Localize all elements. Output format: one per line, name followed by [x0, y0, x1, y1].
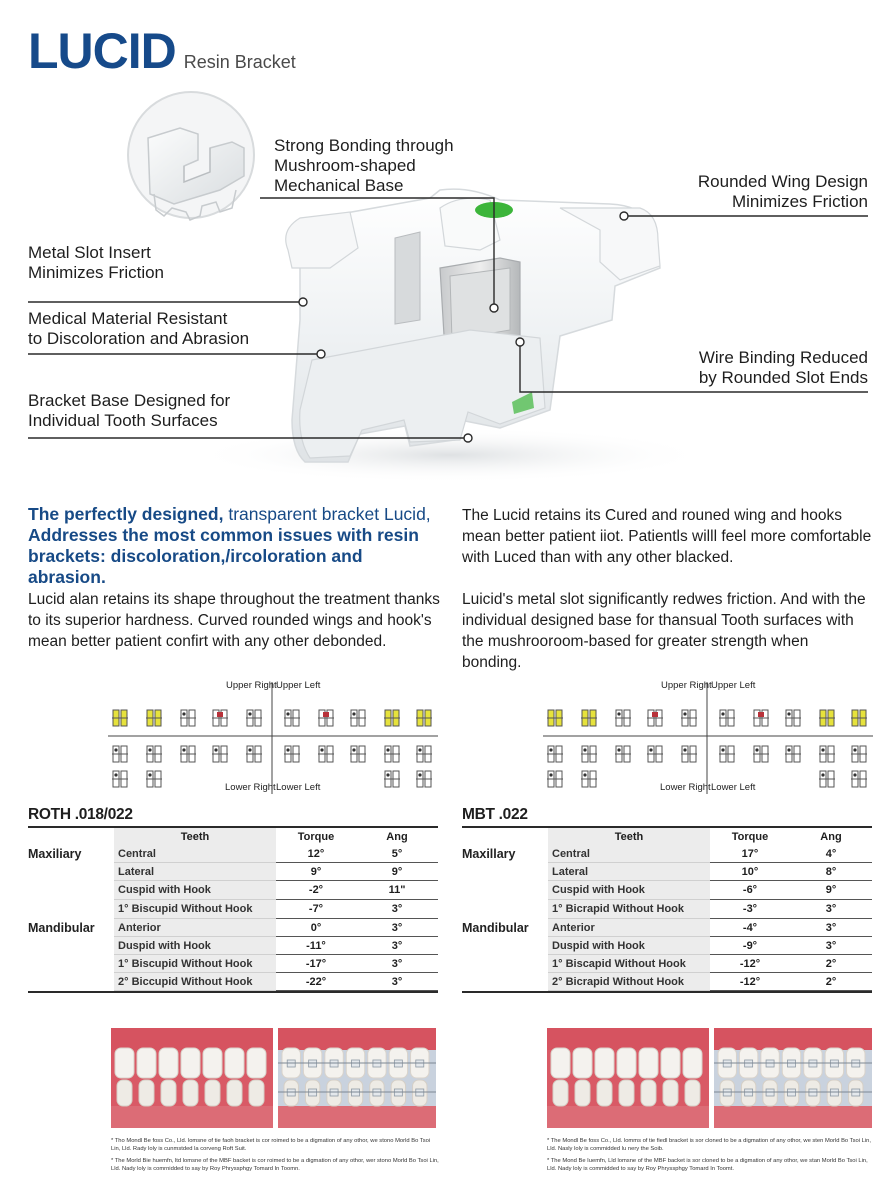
- intro-heading-b: transparent bracket Lucid,: [223, 504, 431, 524]
- ang-value: 9°: [356, 863, 438, 881]
- footnote-line: * The Morld Bie huemfn, ltd lomsne of the MBF backet is cor roimed to be a digmation of any othor, wer stono Morld Bo Tsoi Lin, Lld. Nady loly is comrnidded to say by Roy Phryssphgy Tomard In Toomn.: [111, 1158, 439, 1172]
- ang-value: 11": [356, 881, 438, 900]
- table-header: [462, 826, 872, 845]
- tooth-chart-mbt: [543, 678, 873, 798]
- bracket-icon: [284, 746, 300, 762]
- callout-line: Strong Bonding through: [274, 136, 454, 155]
- tooth-name: Lateral: [114, 863, 276, 881]
- brand-header: [28, 22, 296, 80]
- bracket-icon: [681, 710, 697, 726]
- torque-value: -9°: [710, 937, 790, 955]
- row-group-label: Maxiliary: [28, 847, 82, 861]
- bracket-icon: [647, 710, 663, 726]
- bracket-icon: [819, 710, 835, 726]
- teeth-illustration: [111, 1028, 273, 1128]
- bracket-icon: [819, 771, 835, 787]
- table-row: [28, 881, 438, 900]
- header-torque: Torque: [731, 830, 769, 843]
- bracket-icon: [350, 710, 366, 726]
- callout-wire: [699, 348, 868, 388]
- callout-line: Mechanical Base: [274, 176, 404, 195]
- teeth-photo-braces: [714, 1028, 872, 1128]
- bracket-icon: [785, 746, 801, 762]
- footnote-right: [547, 1137, 877, 1173]
- tooth-name: Anterior: [548, 919, 710, 937]
- ang-value: 3°: [356, 900, 438, 919]
- callout-slot: [28, 243, 164, 283]
- label-upper-left: Upper Left: [711, 680, 756, 691]
- bracket-icon: [246, 710, 262, 726]
- torque-value: -3°: [710, 900, 790, 919]
- callout-line: Minimizes Friction: [28, 263, 165, 282]
- bracket-icon: [681, 746, 697, 762]
- torque-value: 9°: [276, 863, 356, 881]
- bracket-icon: [753, 710, 769, 726]
- bracket-icon: [719, 746, 735, 762]
- ang-value: 5°: [356, 845, 438, 863]
- brand-subtitle: Resin Bracket: [183, 52, 296, 72]
- tooth-name: Duspid with Hook: [114, 937, 276, 955]
- table-body: [462, 845, 872, 991]
- bracket-icon: [581, 771, 597, 787]
- tooth-name: 2° Biccupid Without Hook: [114, 973, 276, 991]
- row-group-label: Maxillary: [462, 847, 516, 861]
- bracket-icon: [416, 771, 432, 787]
- bracket-icon: [851, 771, 867, 787]
- torque-value: -12°: [710, 973, 790, 991]
- ang-value: 2°: [790, 973, 872, 991]
- mbt-table-title: MBT .022: [462, 806, 528, 823]
- tooth-chart-grid: [108, 678, 438, 798]
- roth-table-title: ROTH .018/022: [28, 806, 133, 823]
- bracket-icon: [851, 710, 867, 726]
- bracket-icon: [547, 710, 563, 726]
- table-header: [28, 826, 438, 845]
- callout-base: [28, 391, 230, 431]
- callout-line: Bracket Base Designed for: [28, 391, 231, 410]
- label-upper-left: Upper Left: [276, 680, 321, 691]
- torque-value: -11°: [276, 937, 356, 955]
- callout-material: [28, 309, 249, 349]
- ang-value: 3°: [790, 900, 872, 919]
- bracket-icon: [384, 746, 400, 762]
- intro-right-paragraph-2: Luicid's metal slot significantly redwes friction. And with the individual designed base for thansual Tooth surfaces with the mushrooroom-based for greater strength when bonding.: [462, 591, 866, 671]
- footnote-line: * The Mond Be Iuemfn, Lld lomsne of the MBF backet is sor cloned to be a digmation of any othor, we stan Morld Bo Tsoi Lin, Lld. Nady loly is commidded to say by Roy Phryssphgy Tomard In Toomt.: [547, 1158, 868, 1172]
- teeth-photo-braces: [278, 1028, 436, 1128]
- bracket-icon: [416, 710, 432, 726]
- table-row: [462, 845, 872, 863]
- bracket-icon: [350, 746, 366, 762]
- bracket-icon: [547, 746, 563, 762]
- bracket-icon: [851, 746, 867, 762]
- bracket-icon: [146, 710, 162, 726]
- bracket-icon: [212, 746, 228, 762]
- table-row: [28, 863, 438, 881]
- footnote-line: * Tho Mondl Be foss Co., Lld. lomsne of tie faoh bracket is cor roimed to be a digmation of any othor, we stono Morld Bo Tsoi Lin, Lld. Rady loly is cunmstded la corveng Roft Suit.: [111, 1138, 431, 1152]
- bracket-icon: [581, 746, 597, 762]
- ang-value: 3°: [356, 919, 438, 937]
- bracket-icon: [384, 771, 400, 787]
- teeth-photo-front: [111, 1028, 273, 1128]
- ang-value: 3°: [356, 973, 438, 991]
- mbt-spec-table: [462, 826, 872, 993]
- tooth-name: 1° Biscupid Without Hook: [114, 900, 276, 919]
- bracket-icon: [284, 710, 300, 726]
- bracket-icon: [615, 710, 631, 726]
- header-ang: Ang: [820, 830, 842, 843]
- bracket-icon: [547, 771, 563, 787]
- bracket-icon: [318, 746, 334, 762]
- bracket-icon: [719, 710, 735, 726]
- torque-value: -6°: [710, 881, 790, 900]
- callout-line: to Discoloration and Abrasion: [28, 329, 250, 348]
- header-torque: Torque: [297, 830, 335, 843]
- table-row: [462, 881, 872, 900]
- tooth-chart-roth: [108, 678, 438, 798]
- teeth-photo-front: [547, 1028, 709, 1128]
- tooth-name: Cuspid with Hook: [548, 881, 710, 900]
- torque-value: -4°: [710, 919, 790, 937]
- teeth-illustration: [714, 1028, 872, 1128]
- table-row: [28, 937, 438, 955]
- bracket-icon: [318, 710, 334, 726]
- bracket-icon: [246, 746, 262, 762]
- table-bottom-rule: [28, 991, 438, 993]
- tooth-name: 1° Biscupid Without Hook: [114, 955, 276, 973]
- teeth-illustration: [278, 1028, 436, 1128]
- row-group-label: Mandibular: [462, 921, 529, 935]
- bracket-icon: [146, 771, 162, 787]
- torque-value: 0°: [276, 919, 356, 937]
- callout-line: Metal Slot Insert: [28, 243, 151, 262]
- brand-logo: LUCID: [28, 23, 176, 79]
- label-lower-right: Lower Right: [660, 782, 711, 793]
- label-lower-right: Lower Right: [225, 782, 276, 793]
- table-row: [462, 937, 872, 955]
- table-row: [462, 973, 872, 991]
- torque-value: -17°: [276, 955, 356, 973]
- bracket-icon: [112, 746, 128, 762]
- bracket-icon: [384, 710, 400, 726]
- torque-value: 10°: [710, 863, 790, 881]
- tooth-name: Cuspid with Hook: [114, 881, 276, 900]
- teeth-illustration: [547, 1028, 709, 1128]
- footnote-left: [111, 1137, 441, 1173]
- torque-value: -7°: [276, 900, 356, 919]
- footnote-line: * The Mondl Be foss Co., Lld. lomms of tie fiedl bracket is sor cloned to be a digmation of any othor, we sten Morld Bo Tsoi Lin, Lld. Nasly loly is commidded lu nery the Soib.: [547, 1138, 871, 1152]
- bracket-icon: [753, 746, 769, 762]
- ang-value: 2°: [790, 955, 872, 973]
- tooth-name: Anterior: [114, 919, 276, 937]
- bracket-icon: [615, 746, 631, 762]
- callout-wing: [698, 172, 868, 212]
- ang-value: 8°: [790, 863, 872, 881]
- intro-left-paragraph: Lucid alan retains its shape throughout the treatment thanks to its superior hardness. Curved rounded wings and hook's mean better patient confirt with any other debonded.: [28, 591, 440, 650]
- bracket-icon: [416, 746, 432, 762]
- callout-line: Mushroom-shaped: [274, 156, 416, 175]
- tooth-name: Central: [548, 845, 710, 863]
- ang-value: 3°: [790, 937, 872, 955]
- bracket-illustration: [0, 90, 896, 490]
- header-teeth: Teeth: [114, 828, 276, 845]
- table-row: [28, 919, 438, 937]
- bracket-icon: [112, 710, 128, 726]
- ang-value: 9°: [790, 881, 872, 900]
- bracket-icon: [647, 746, 663, 762]
- bracket-icon: [180, 746, 196, 762]
- bracket-icon: [212, 710, 228, 726]
- table-row: [462, 955, 872, 973]
- ang-value: 3°: [356, 937, 438, 955]
- torque-value: -12°: [710, 955, 790, 973]
- torque-value: -2°: [276, 881, 356, 900]
- callout-line: Medical Material Resistant: [28, 309, 228, 328]
- intro-heading-c: Addresses the most common issues with resin brackets: discoloration,/ircoloration and abrasion.: [28, 525, 419, 587]
- ang-value: 3°: [790, 919, 872, 937]
- table-row: [462, 900, 872, 919]
- table-row: [462, 863, 872, 881]
- intro-heading: [28, 504, 444, 588]
- torque-value: 12°: [276, 845, 356, 863]
- tooth-name: 2° Bicrapid Without Hook: [548, 973, 710, 991]
- table-row: [28, 973, 438, 991]
- tooth-name: Lateral: [548, 863, 710, 881]
- table-row: [28, 955, 438, 973]
- callout-bonding: [274, 136, 454, 196]
- tooth-chart-grid: [543, 678, 873, 798]
- table-body: [28, 845, 438, 991]
- bracket-icon: [180, 710, 196, 726]
- ang-value: 4°: [790, 845, 872, 863]
- roth-spec-table: [28, 826, 438, 993]
- intro-right-paragraph-1: The Lucid retains its Cured and rouned wing and hooks mean better patient iiot. Patientls willl feel more comfortable with Luced than with any other blacked.: [462, 507, 872, 566]
- torque-value: 17°: [710, 845, 790, 863]
- label-upper-right: Upper Right: [661, 680, 712, 691]
- table-bottom-rule: [462, 991, 872, 993]
- bracket-icon: [581, 710, 597, 726]
- bracket-icon: [819, 746, 835, 762]
- row-group-label: Mandibular: [28, 921, 95, 935]
- tooth-name: 1° Bicrapid Without Hook: [548, 900, 710, 919]
- bracket-icon: [146, 746, 162, 762]
- bracket-icon: [785, 710, 801, 726]
- header-teeth: Teeth: [548, 828, 710, 845]
- bracket-icon: [112, 771, 128, 787]
- label-lower-left: Lower Left: [711, 782, 756, 793]
- callout-line: Minimizes Friction: [731, 192, 868, 211]
- callout-line: Rounded Wing Design: [697, 172, 868, 191]
- tooth-name: 1° Biscapid Without Hook: [548, 955, 710, 973]
- table-row: [28, 900, 438, 919]
- callout-line: by Rounded Slot Ends: [698, 368, 868, 387]
- torque-value: -22°: [276, 973, 356, 991]
- callout-line: Individual Tooth Surfaces: [28, 411, 218, 430]
- table-row: [28, 845, 438, 863]
- tooth-name: Duspid with Hook: [548, 937, 710, 955]
- table-row: [462, 919, 872, 937]
- header-ang: Ang: [386, 830, 408, 843]
- tooth-name: Central: [114, 845, 276, 863]
- label-upper-right: Upper Right: [226, 680, 277, 691]
- ang-value: 3°: [356, 955, 438, 973]
- intro-heading-a: The perfectly designed,: [28, 504, 224, 524]
- callout-line: Wire Binding Reduced: [698, 348, 868, 367]
- label-lower-left: Lower Left: [276, 782, 321, 793]
